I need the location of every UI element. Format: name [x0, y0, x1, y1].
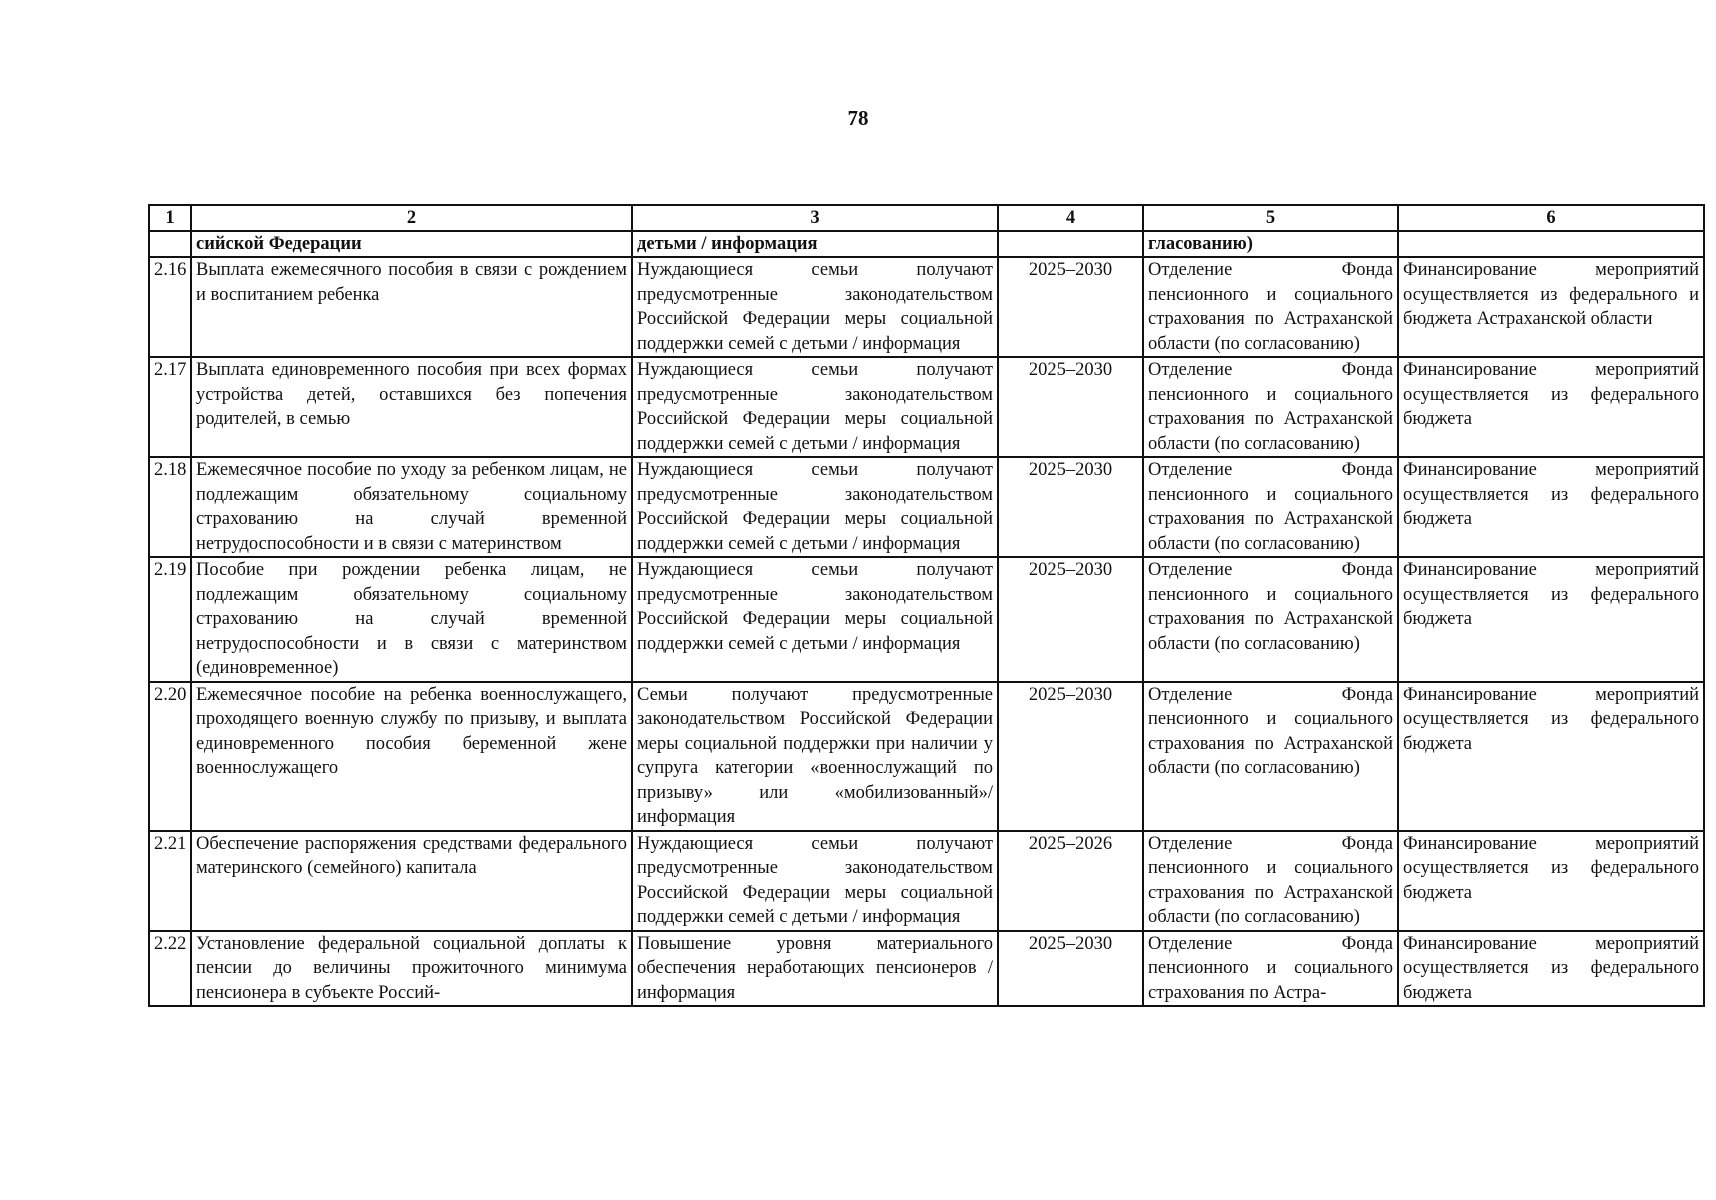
measure-name-cell: Ежемесячное пособие по уходу за ребенком лицам, не подлежащим обязательному социальному страхованию на случай временной нетрудоспособности и в связи с материнством: [191, 457, 632, 557]
table-row: [149, 557, 1704, 682]
table-row: [149, 257, 1704, 357]
column-header-3: 3: [632, 205, 998, 231]
page-number: 78: [847, 106, 869, 130]
measure-name-cell: Пособие при рождении ребенка лицам, не подлежащим обязательному социальному страхованию на случай временной нетрудоспособности и в связи с материнством (единовременное): [191, 557, 632, 682]
continuation-cell-4: [998, 231, 1143, 257]
measure-name-cell: Ежемесячное пособие на ребенка военнослужащего, проходящего военную службу по призыву, и выплата единовременного пособия беременной жене военнослужащего: [191, 682, 632, 831]
expected-result-cell: Семьи получают предусмотренные законодательством Российской Федерации меры социальной поддержки при наличии у супруга категории «военнослужащий по призыву» или «мобилизованный»/ информация: [632, 682, 998, 831]
expected-result-cell: Нуждающиеся семьи получают предусмотренные законодательством Российской Федерации меры социальной поддержки семей с детьми / информация: [632, 831, 998, 931]
row-number-cell: 2.17: [149, 357, 191, 457]
responsible-executor-cell: Отделение Фонда пенсионного и социального страхования по Астраханской области (по согласованию): [1143, 831, 1398, 931]
funding-source-cell: Финансирование мероприятий осуществляется из федерального бюджета: [1398, 931, 1704, 1007]
measure-name-cell: Обеспечение распоряжения средствами федерального материнского (семейного) капитала: [191, 831, 632, 931]
expected-result-cell: Нуждающиеся семьи получают предусмотренные законодательством Российской Федерации меры социальной поддержки семей с детьми / информация: [632, 557, 998, 682]
expected-result-cell: Нуждающиеся семьи получают предусмотренные законодательством Российской Федерации меры социальной поддержки семей с детьми / информация: [632, 257, 998, 357]
implementation-period-cell: 2025–2030: [998, 457, 1143, 557]
continuation-cell-6: [1398, 231, 1704, 257]
column-header-5: 5: [1143, 205, 1398, 231]
funding-source-cell: Финансирование мероприятий осуществляется из федерального и бюджета Астраханской области: [1398, 257, 1704, 357]
funding-source-cell: Финансирование мероприятий осуществляется из федерального бюджета: [1398, 831, 1704, 931]
continuation-cell-5: гласованию): [1143, 231, 1398, 257]
expected-result-cell: Нуждающиеся семьи получают предусмотренные законодательством Российской Федерации меры социальной поддержки семей с детьми / информация: [632, 357, 998, 457]
row-number-cell: 2.18: [149, 457, 191, 557]
implementation-period-cell: 2025–2030: [998, 357, 1143, 457]
continuation-cell-1: [149, 231, 191, 257]
measure-name-cell: Выплата единовременного пособия при всех формах устройства детей, оставшихся без попечения родителей, в семью: [191, 357, 632, 457]
table-row: [149, 357, 1704, 457]
expected-result-cell: Нуждающиеся семьи получают предусмотренные законодательством Российской Федерации меры социальной поддержки семей с детьми / информация: [632, 457, 998, 557]
continuation-cell-3: детьми / информация: [632, 231, 998, 257]
column-header-4: 4: [998, 205, 1143, 231]
funding-source-cell: Финансирование мероприятий осуществляется из федерального бюджета: [1398, 357, 1704, 457]
table-row: [149, 682, 1704, 831]
row-number-cell: 2.21: [149, 831, 191, 931]
responsible-executor-cell: Отделение Фонда пенсионного и социального страхования по Астраханской области (по согласованию): [1143, 457, 1398, 557]
row-number-cell: 2.19: [149, 557, 191, 682]
responsible-executor-cell: Отделение Фонда пенсионного и социального страхования по Астраханской области (по согласованию): [1143, 357, 1398, 457]
funding-source-cell: Финансирование мероприятий осуществляется из федерального бюджета: [1398, 682, 1704, 831]
funding-source-cell: Финансирование мероприятий осуществляется из федерального бюджета: [1398, 457, 1704, 557]
implementation-period-cell: 2025–2026: [998, 831, 1143, 931]
continuation-cell-2: сийской Федерации: [191, 231, 632, 257]
measures-table: [148, 204, 1705, 1007]
responsible-executor-cell: Отделение Фонда пенсионного и социального страхования по Астраханской области (по согласованию): [1143, 257, 1398, 357]
table-row: [149, 931, 1704, 1007]
implementation-period-cell: 2025–2030: [998, 931, 1143, 1007]
implementation-period-cell: 2025–2030: [998, 682, 1143, 831]
funding-source-cell: Финансирование мероприятий осуществляется из федерального бюджета: [1398, 557, 1704, 682]
row-number-cell: 2.22: [149, 931, 191, 1007]
responsible-executor-cell: Отделение Фонда пенсионного и социального страхования по Астра-: [1143, 931, 1398, 1007]
table-header-row: [149, 205, 1704, 231]
responsible-executor-cell: Отделение Фонда пенсионного и социального страхования по Астраханской области (по согласованию): [1143, 557, 1398, 682]
column-header-6: 6: [1398, 205, 1704, 231]
measure-name-cell: Установление федеральной социальной доплаты к пенсии до величины прожиточного минимума пенсионера в субъекте Россий-: [191, 931, 632, 1007]
column-header-1: 1: [149, 205, 191, 231]
table-row: [149, 831, 1704, 931]
measure-name-cell: Выплата ежемесячного пособия в связи с рождением и воспитанием ребенка: [191, 257, 632, 357]
table-row: [149, 457, 1704, 557]
row-number-cell: 2.20: [149, 682, 191, 831]
implementation-period-cell: 2025–2030: [998, 557, 1143, 682]
continuation-row: [149, 231, 1704, 257]
responsible-executor-cell: Отделение Фонда пенсионного и социального страхования по Астраханской области (по согласованию): [1143, 682, 1398, 831]
row-number-cell: 2.16: [149, 257, 191, 357]
implementation-period-cell: 2025–2030: [998, 257, 1143, 357]
column-header-2: 2: [191, 205, 632, 231]
expected-result-cell: Повышение уровня материального обеспечения неработающих пенсионеров / информация: [632, 931, 998, 1007]
